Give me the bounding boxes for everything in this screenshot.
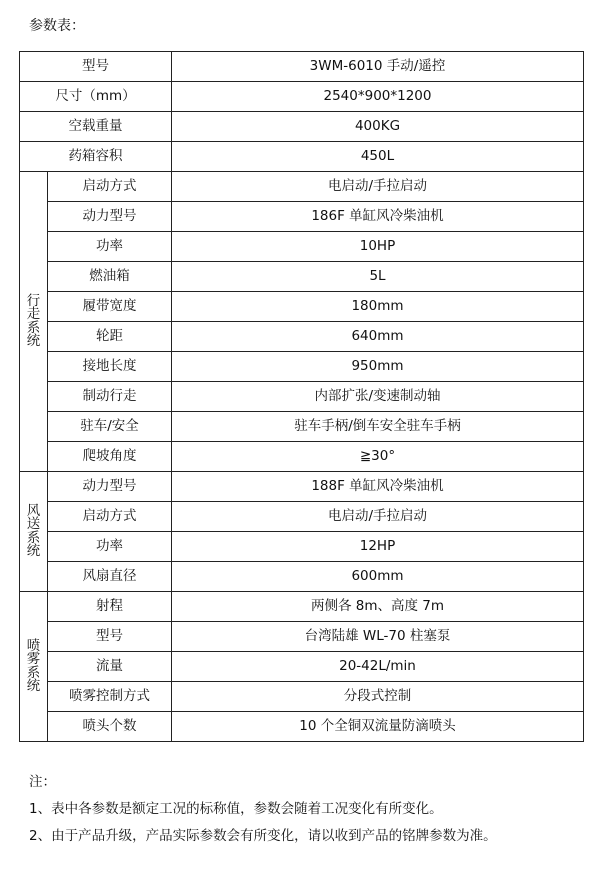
table-row (20, 682, 584, 712)
table-row (20, 322, 584, 352)
row-label: 功率 (48, 232, 172, 262)
table-row (20, 292, 584, 322)
table-row (20, 652, 584, 682)
row-value: 内部扩张/变速制动轴 (172, 382, 584, 412)
row-label: 喷头个数 (48, 712, 172, 742)
row-label: 流量 (48, 652, 172, 682)
row-label: 空载重量 (20, 112, 172, 142)
table-row (20, 442, 584, 472)
table-row (20, 592, 584, 622)
row-label: 接地长度 (48, 352, 172, 382)
row-value: 分段式控制 (172, 682, 584, 712)
note-item: 1、表中各参数是额定工况的标称值，参数会随着工况变化有所变化。 (29, 801, 443, 817)
row-label: 喷雾控制方式 (48, 682, 172, 712)
group-header-spray-system (20, 592, 48, 742)
row-value: ≧30° (172, 442, 584, 472)
group-char: 系 (26, 319, 41, 336)
row-label: 爬坡角度 (48, 442, 172, 472)
table-row (20, 532, 584, 562)
row-value: 450L (172, 142, 584, 172)
group-header-air-system (20, 472, 48, 592)
table-row (20, 622, 584, 652)
table-row (20, 232, 584, 262)
row-value: 12HP (172, 532, 584, 562)
row-value: 400KG (172, 112, 584, 142)
row-value: 10 个全铜双流量防滴喷头 (172, 712, 584, 742)
notes-section (29, 770, 497, 851)
table-row (20, 502, 584, 532)
row-value: 电启动/手拉启动 (172, 502, 584, 532)
row-value: 2540*900*1200 (172, 82, 584, 112)
row-label: 启动方式 (48, 502, 172, 532)
row-value: 20-42L/min (172, 652, 584, 682)
table-row (20, 412, 584, 442)
row-label: 轮距 (48, 322, 172, 352)
group-char: 统 (26, 543, 41, 559)
row-value: 186F 单缸风冷柴油机 (172, 202, 584, 232)
table-row (20, 142, 584, 172)
group-char: 统 (26, 678, 41, 694)
group-char: 系 (26, 664, 41, 681)
group-header-travel-system (20, 172, 48, 472)
table-row (20, 202, 584, 232)
row-value: 5L (172, 262, 584, 292)
row-label: 药箱容积 (20, 142, 172, 172)
row-label: 动力型号 (48, 472, 172, 502)
row-label: 动力型号 (48, 202, 172, 232)
row-label: 风扇直径 (48, 562, 172, 592)
row-value: 180mm (172, 292, 584, 322)
spec-table (19, 51, 584, 742)
row-value: 188F 单缸风冷柴油机 (172, 472, 584, 502)
notes-title: 注： (29, 774, 56, 790)
group-char: 系 (26, 529, 41, 546)
table-row (20, 352, 584, 382)
row-label: 启动方式 (48, 172, 172, 202)
table-row (20, 172, 584, 202)
row-label: 制动行走 (48, 382, 172, 412)
row-value: 640mm (172, 322, 584, 352)
row-value: 驻车手柄/倒车安全驻车手柄 (172, 412, 584, 442)
row-value: 台湾陆雄 WL-70 柱塞泵 (172, 622, 584, 652)
table-row (20, 472, 584, 502)
row-value: 电启动/手拉启动 (172, 172, 584, 202)
note-item: 2、由于产品升级，产品实际参数会有所变化，请以收到产品的铭牌参数为准。 (29, 828, 497, 844)
group-char: 统 (26, 333, 41, 349)
group-char: 行 (26, 292, 41, 309)
group-char: 送 (26, 516, 41, 532)
group-char: 雾 (26, 651, 41, 667)
table-row (20, 712, 584, 742)
row-value: 950mm (172, 352, 584, 382)
table-row (20, 82, 584, 112)
group-char: 走 (26, 306, 41, 322)
table-row (20, 382, 584, 412)
row-value: 两侧各 8m、高度 7m (172, 592, 584, 622)
row-label: 功率 (48, 532, 172, 562)
table-row (20, 112, 584, 142)
row-label: 射程 (48, 592, 172, 622)
group-char: 风 (26, 502, 41, 519)
row-label: 驻车/安全 (48, 412, 172, 442)
table-row (20, 562, 584, 592)
row-label: 型号 (48, 622, 172, 652)
row-value: 600mm (172, 562, 584, 592)
section-heading: 参数表： (29, 18, 85, 34)
group-char: 喷 (26, 637, 41, 654)
row-value: 10HP (172, 232, 584, 262)
table-row (20, 52, 584, 82)
row-label: 尺寸（mm） (20, 82, 172, 112)
row-value: 3WM-6010 手动/遥控 (172, 52, 584, 82)
row-label: 型号 (20, 52, 172, 82)
row-label: 燃油箱 (48, 262, 172, 292)
table-row (20, 262, 584, 292)
row-label: 履带宽度 (48, 292, 172, 322)
